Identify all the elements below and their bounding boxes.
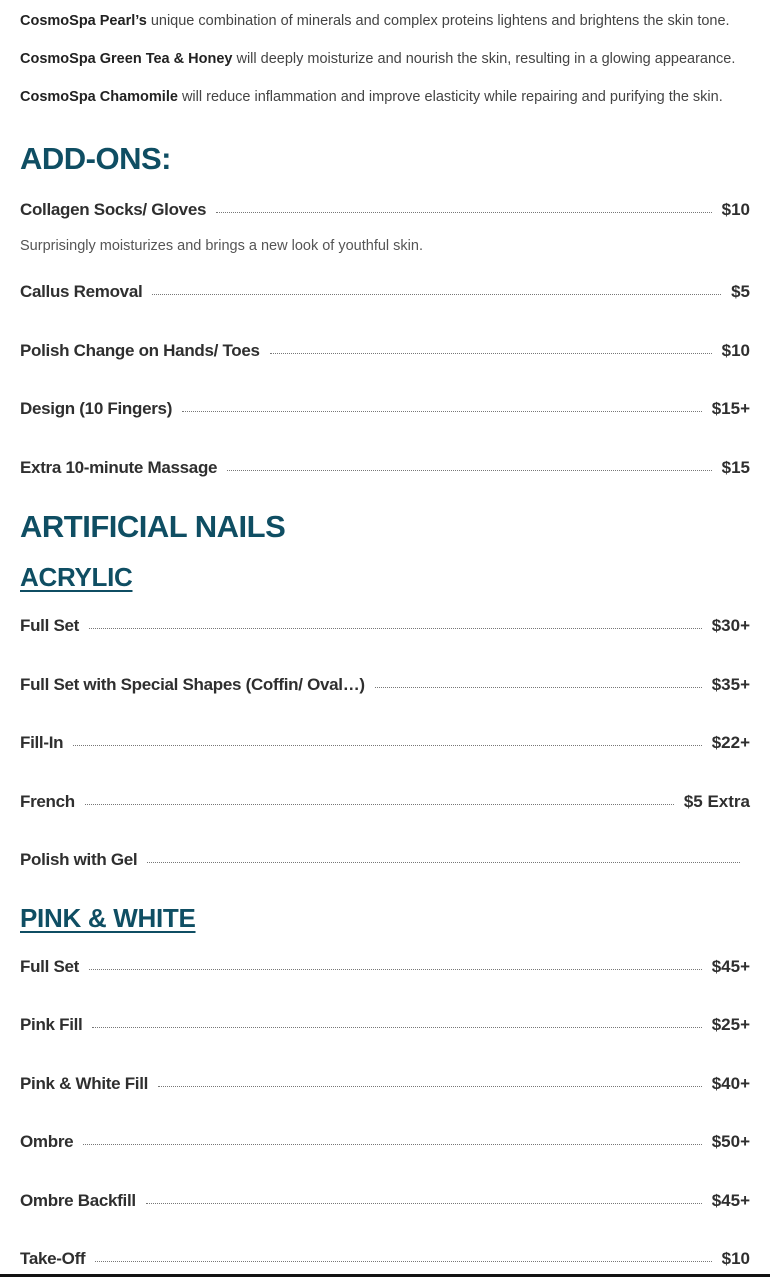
service-name: Design (10 Fingers) [20,399,173,418]
leader-dots [375,687,702,688]
leader-dots [146,1203,702,1204]
artificial-nails-heading: ARTIFICIAL NAILS [20,509,286,544]
service-name: Pink & White Fill [20,1074,149,1093]
service-name: Full Set [20,957,79,976]
service-price: $10 [721,341,750,360]
service-price: $22+ [711,733,750,752]
service-name: Extra 10-minute Massage [20,458,218,477]
intro-descriptions [20,0,750,114]
leader-dots [182,411,702,412]
service-name: Fill-In [20,733,64,752]
acrylic-row [20,611,750,641]
addon-row [20,195,750,225]
pink-white-row [20,1127,750,1157]
intro-green-tea [20,38,750,76]
pink-white-row [20,952,750,982]
acrylic-heading: ACRYLIC [20,562,133,592]
service-price: $25+ [711,1015,750,1034]
service-price: $15+ [711,399,750,418]
service-price: $50+ [711,1132,750,1151]
service-name: Full Set with Special Shapes (Coffin/ Oval…) [20,675,365,694]
service-price: $40+ [711,1074,750,1093]
service-price: $45+ [711,957,750,976]
intro-text: will deeply moisturize and nourish the skin, resulting in a glowing appearance. [232,51,736,67]
acrylic-row [20,845,750,875]
service-price: $15 [721,458,750,477]
service-price: $35+ [711,675,750,694]
leader-dots [270,353,712,354]
service-name: Full Set [20,616,79,635]
leader-dots [227,470,711,471]
pink-white-row [20,1069,750,1099]
service-name: French [20,792,75,811]
leader-dots [85,804,674,805]
addon-description: Surprisingly moisturizes and brings a new look of youthful skin. [20,238,423,254]
service-price: $45+ [711,1191,750,1210]
pink-white-row [20,1186,750,1216]
acrylic-row [20,728,750,758]
leader-dots [92,1027,701,1028]
addon-row [20,453,750,483]
intro-text: unique combination of minerals and complex proteins lightens and brightens the skin tone. [146,13,730,29]
service-price: $30+ [711,616,750,635]
intro-pearl [20,0,750,38]
service-price: $5 [731,282,750,301]
leader-dots [95,1261,711,1262]
pink-white-heading: PINK & WHITE [20,903,196,933]
pink-white-row [20,1010,750,1040]
leader-dots [73,745,701,746]
leader-dots [89,628,702,629]
service-name: Collagen Socks/ Gloves [20,200,207,219]
service-name: Callus Removal [20,282,143,301]
addon-row [20,336,750,366]
intro-text: will reduce inflammation and improve elasticity while repairing and purifying the skin. [177,89,723,105]
service-name: Pink Fill [20,1015,83,1034]
service-price: $10 [721,200,750,219]
acrylic-row [20,787,750,817]
service-name: Ombre [20,1132,74,1151]
acrylic-row [20,670,750,700]
leader-dots [152,294,721,295]
leader-dots [158,1086,702,1087]
service-name: Take-Off [20,1249,86,1268]
pink-white-row [20,1244,750,1274]
service-name: Polish Change on Hands/ Toes [20,341,260,360]
service-price: $10 [721,1249,750,1268]
brand-name: CosmoSpa Pearl’s [20,13,147,29]
service-price: $5 Extra [683,792,750,811]
service-name: Polish with Gel [20,850,138,869]
leader-dots [83,1144,701,1145]
addons-heading: ADD-ONS: [20,141,171,176]
service-name: Ombre Backfill [20,1191,136,1210]
leader-dots [216,212,711,213]
intro-chamomile [20,76,750,114]
addon-row [20,394,750,424]
leader-dots [147,862,740,863]
brand-name: CosmoSpa Chamomile [20,89,178,105]
leader-dots [89,969,702,970]
brand-name: CosmoSpa Green Tea & Honey [20,51,233,67]
addon-row [20,277,750,307]
